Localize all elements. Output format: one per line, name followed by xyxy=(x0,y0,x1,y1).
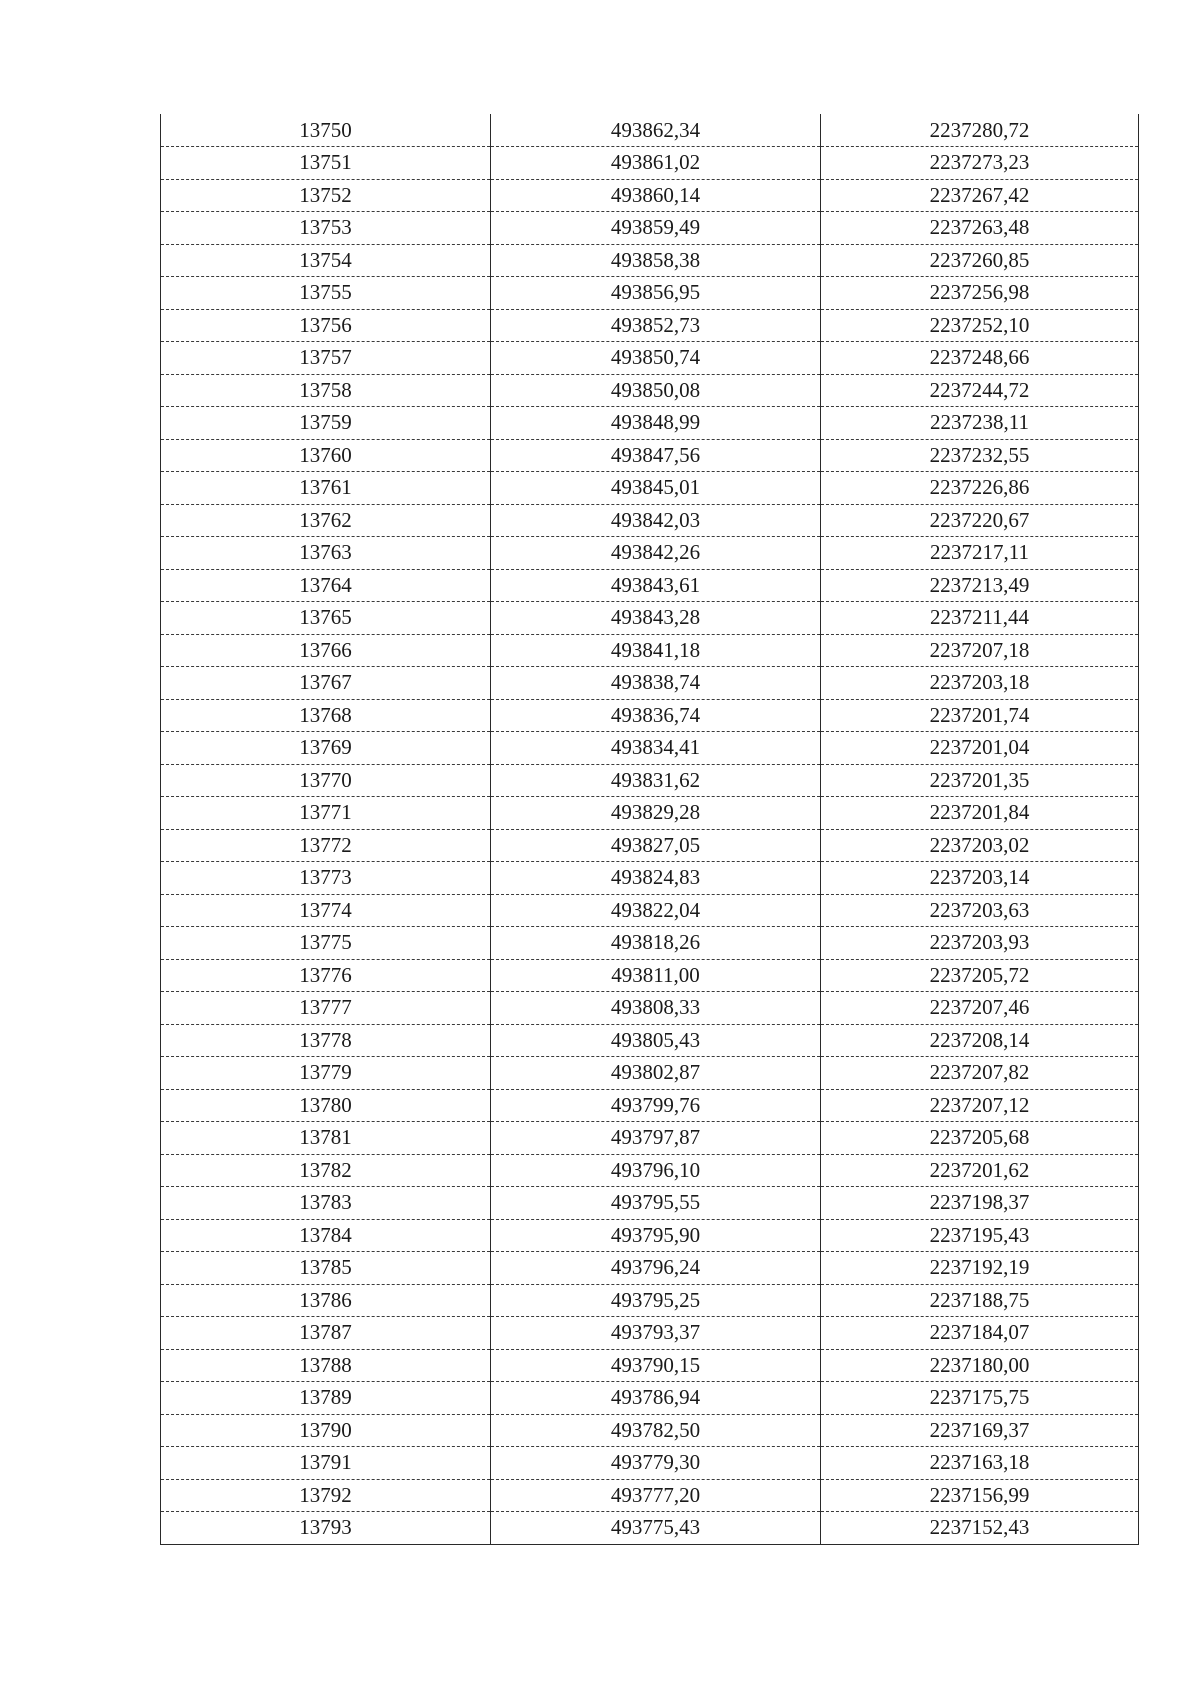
x-coordinate-cell: 493805,43 xyxy=(491,1024,821,1057)
point-number-cell: 13759 xyxy=(161,407,491,440)
table-row xyxy=(161,1447,1139,1480)
y-coordinate-cell: 2237152,43 xyxy=(821,1512,1139,1545)
point-number-cell: 13780 xyxy=(161,1089,491,1122)
x-coordinate-cell: 493827,05 xyxy=(491,829,821,862)
table-row xyxy=(161,927,1139,960)
y-coordinate-cell: 2237273,23 xyxy=(821,147,1139,180)
x-coordinate-cell: 493793,37 xyxy=(491,1317,821,1350)
x-coordinate-cell: 493797,87 xyxy=(491,1122,821,1155)
table-row xyxy=(161,374,1139,407)
x-coordinate-cell: 493795,25 xyxy=(491,1284,821,1317)
x-coordinate-cell: 493795,90 xyxy=(491,1219,821,1252)
y-coordinate-cell: 2237201,35 xyxy=(821,764,1139,797)
x-coordinate-cell: 493831,62 xyxy=(491,764,821,797)
y-coordinate-cell: 2237203,02 xyxy=(821,829,1139,862)
point-number-cell: 13758 xyxy=(161,374,491,407)
point-number-cell: 13788 xyxy=(161,1349,491,1382)
table-row xyxy=(161,1219,1139,1252)
table-row xyxy=(161,1317,1139,1350)
x-coordinate-cell: 493861,02 xyxy=(491,147,821,180)
point-number-cell: 13783 xyxy=(161,1187,491,1220)
point-number-cell: 13790 xyxy=(161,1414,491,1447)
y-coordinate-cell: 2237203,63 xyxy=(821,894,1139,927)
x-coordinate-cell: 493811,00 xyxy=(491,959,821,992)
x-coordinate-cell: 493796,10 xyxy=(491,1154,821,1187)
x-coordinate-cell: 493795,55 xyxy=(491,1187,821,1220)
x-coordinate-cell: 493852,73 xyxy=(491,309,821,342)
table-row xyxy=(161,797,1139,830)
point-number-cell: 13781 xyxy=(161,1122,491,1155)
y-coordinate-cell: 2237201,62 xyxy=(821,1154,1139,1187)
x-coordinate-cell: 493842,26 xyxy=(491,537,821,570)
table-row xyxy=(161,959,1139,992)
y-coordinate-cell: 2237213,49 xyxy=(821,569,1139,602)
table-row xyxy=(161,862,1139,895)
y-coordinate-cell: 2237188,75 xyxy=(821,1284,1139,1317)
x-coordinate-cell: 493848,99 xyxy=(491,407,821,440)
point-number-cell: 13771 xyxy=(161,797,491,830)
x-coordinate-cell: 493822,04 xyxy=(491,894,821,927)
point-number-cell: 13777 xyxy=(161,992,491,1025)
point-number-cell: 13769 xyxy=(161,732,491,765)
x-coordinate-cell: 493850,08 xyxy=(491,374,821,407)
point-number-cell: 13753 xyxy=(161,212,491,245)
y-coordinate-cell: 2237180,00 xyxy=(821,1349,1139,1382)
x-coordinate-cell: 493829,28 xyxy=(491,797,821,830)
point-number-cell: 13752 xyxy=(161,179,491,212)
table-row xyxy=(161,829,1139,862)
x-coordinate-cell: 493862,34 xyxy=(491,114,821,147)
x-coordinate-cell: 493782,50 xyxy=(491,1414,821,1447)
point-number-cell: 13751 xyxy=(161,147,491,180)
x-coordinate-cell: 493790,15 xyxy=(491,1349,821,1382)
point-number-cell: 13757 xyxy=(161,342,491,375)
x-coordinate-cell: 493842,03 xyxy=(491,504,821,537)
x-coordinate-cell: 493834,41 xyxy=(491,732,821,765)
point-number-cell: 13762 xyxy=(161,504,491,537)
table-row xyxy=(161,407,1139,440)
table-row xyxy=(161,1122,1139,1155)
table-row xyxy=(161,569,1139,602)
y-coordinate-cell: 2237169,37 xyxy=(821,1414,1139,1447)
point-number-cell: 13770 xyxy=(161,764,491,797)
y-coordinate-cell: 2237198,37 xyxy=(821,1187,1139,1220)
point-number-cell: 13782 xyxy=(161,1154,491,1187)
point-number-cell: 13776 xyxy=(161,959,491,992)
y-coordinate-cell: 2237203,18 xyxy=(821,667,1139,700)
y-coordinate-cell: 2237232,55 xyxy=(821,439,1139,472)
x-coordinate-cell: 493824,83 xyxy=(491,862,821,895)
table-row xyxy=(161,1512,1139,1545)
table-row xyxy=(161,147,1139,180)
x-coordinate-cell: 493856,95 xyxy=(491,277,821,310)
table-row xyxy=(161,277,1139,310)
y-coordinate-cell: 2237207,82 xyxy=(821,1057,1139,1090)
point-number-cell: 13755 xyxy=(161,277,491,310)
y-coordinate-cell: 2237192,19 xyxy=(821,1252,1139,1285)
table-row xyxy=(161,1284,1139,1317)
table-row xyxy=(161,1024,1139,1057)
y-coordinate-cell: 2237203,14 xyxy=(821,862,1139,895)
x-coordinate-cell: 493847,56 xyxy=(491,439,821,472)
table-row xyxy=(161,179,1139,212)
table-row xyxy=(161,1479,1139,1512)
coordinates-table xyxy=(160,114,1139,1545)
point-number-cell: 13756 xyxy=(161,309,491,342)
point-number-cell: 13785 xyxy=(161,1252,491,1285)
x-coordinate-cell: 493843,28 xyxy=(491,602,821,635)
table-row xyxy=(161,1187,1139,1220)
table-row xyxy=(161,1382,1139,1415)
point-number-cell: 13786 xyxy=(161,1284,491,1317)
x-coordinate-cell: 493786,94 xyxy=(491,1382,821,1415)
x-coordinate-cell: 493860,14 xyxy=(491,179,821,212)
table-row xyxy=(161,667,1139,700)
x-coordinate-cell: 493838,74 xyxy=(491,667,821,700)
y-coordinate-cell: 2237207,12 xyxy=(821,1089,1139,1122)
y-coordinate-cell: 2237238,11 xyxy=(821,407,1139,440)
x-coordinate-cell: 493775,43 xyxy=(491,1512,821,1545)
table-row xyxy=(161,732,1139,765)
x-coordinate-cell: 493779,30 xyxy=(491,1447,821,1480)
point-number-cell: 13766 xyxy=(161,634,491,667)
y-coordinate-cell: 2237205,68 xyxy=(821,1122,1139,1155)
point-number-cell: 13775 xyxy=(161,927,491,960)
table-row xyxy=(161,634,1139,667)
table-row xyxy=(161,1252,1139,1285)
point-number-cell: 13793 xyxy=(161,1512,491,1545)
table-row xyxy=(161,244,1139,277)
table-row xyxy=(161,1349,1139,1382)
y-coordinate-cell: 2237195,43 xyxy=(821,1219,1139,1252)
x-coordinate-cell: 493845,01 xyxy=(491,472,821,505)
y-coordinate-cell: 2237156,99 xyxy=(821,1479,1139,1512)
point-number-cell: 13774 xyxy=(161,894,491,927)
table-row xyxy=(161,764,1139,797)
x-coordinate-cell: 493796,24 xyxy=(491,1252,821,1285)
point-number-cell: 13765 xyxy=(161,602,491,635)
point-number-cell: 13787 xyxy=(161,1317,491,1350)
table-row xyxy=(161,602,1139,635)
point-number-cell: 13784 xyxy=(161,1219,491,1252)
y-coordinate-cell: 2237217,11 xyxy=(821,537,1139,570)
point-number-cell: 13768 xyxy=(161,699,491,732)
table-row xyxy=(161,1154,1139,1187)
y-coordinate-cell: 2237201,84 xyxy=(821,797,1139,830)
table-row xyxy=(161,1089,1139,1122)
table-row xyxy=(161,212,1139,245)
table-row xyxy=(161,1057,1139,1090)
point-number-cell: 13754 xyxy=(161,244,491,277)
table-row xyxy=(161,342,1139,375)
point-number-cell: 13760 xyxy=(161,439,491,472)
point-number-cell: 13778 xyxy=(161,1024,491,1057)
x-coordinate-cell: 493836,74 xyxy=(491,699,821,732)
x-coordinate-cell: 493818,26 xyxy=(491,927,821,960)
x-coordinate-cell: 493777,20 xyxy=(491,1479,821,1512)
y-coordinate-cell: 2237280,72 xyxy=(821,114,1139,147)
y-coordinate-cell: 2237248,66 xyxy=(821,342,1139,375)
coordinates-table-body xyxy=(161,114,1139,1544)
point-number-cell: 13779 xyxy=(161,1057,491,1090)
point-number-cell: 13772 xyxy=(161,829,491,862)
x-coordinate-cell: 493841,18 xyxy=(491,634,821,667)
y-coordinate-cell: 2237201,74 xyxy=(821,699,1139,732)
table-row xyxy=(161,114,1139,147)
point-number-cell: 13763 xyxy=(161,537,491,570)
point-number-cell: 13791 xyxy=(161,1447,491,1480)
point-number-cell: 13764 xyxy=(161,569,491,602)
y-coordinate-cell: 2237175,75 xyxy=(821,1382,1139,1415)
x-coordinate-cell: 493802,87 xyxy=(491,1057,821,1090)
x-coordinate-cell: 493859,49 xyxy=(491,212,821,245)
x-coordinate-cell: 493850,74 xyxy=(491,342,821,375)
point-number-cell: 13750 xyxy=(161,114,491,147)
y-coordinate-cell: 2237260,85 xyxy=(821,244,1139,277)
y-coordinate-cell: 2237184,07 xyxy=(821,1317,1139,1350)
point-number-cell: 13767 xyxy=(161,667,491,700)
y-coordinate-cell: 2237207,46 xyxy=(821,992,1139,1025)
y-coordinate-cell: 2237208,14 xyxy=(821,1024,1139,1057)
table-row xyxy=(161,1414,1139,1447)
y-coordinate-cell: 2237263,48 xyxy=(821,212,1139,245)
table-row xyxy=(161,472,1139,505)
y-coordinate-cell: 2237211,44 xyxy=(821,602,1139,635)
table-row xyxy=(161,992,1139,1025)
x-coordinate-cell: 493858,38 xyxy=(491,244,821,277)
y-coordinate-cell: 2237201,04 xyxy=(821,732,1139,765)
table-row xyxy=(161,894,1139,927)
point-number-cell: 13789 xyxy=(161,1382,491,1415)
point-number-cell: 13773 xyxy=(161,862,491,895)
y-coordinate-cell: 2237220,67 xyxy=(821,504,1139,537)
y-coordinate-cell: 2237244,72 xyxy=(821,374,1139,407)
y-coordinate-cell: 2237226,86 xyxy=(821,472,1139,505)
table-row xyxy=(161,699,1139,732)
y-coordinate-cell: 2237267,42 xyxy=(821,179,1139,212)
y-coordinate-cell: 2237207,18 xyxy=(821,634,1139,667)
x-coordinate-cell: 493843,61 xyxy=(491,569,821,602)
y-coordinate-cell: 2237205,72 xyxy=(821,959,1139,992)
table-row xyxy=(161,439,1139,472)
table-row xyxy=(161,309,1139,342)
x-coordinate-cell: 493808,33 xyxy=(491,992,821,1025)
y-coordinate-cell: 2237163,18 xyxy=(821,1447,1139,1480)
y-coordinate-cell: 2237256,98 xyxy=(821,277,1139,310)
x-coordinate-cell: 493799,76 xyxy=(491,1089,821,1122)
table-row xyxy=(161,537,1139,570)
y-coordinate-cell: 2237252,10 xyxy=(821,309,1139,342)
y-coordinate-cell: 2237203,93 xyxy=(821,927,1139,960)
point-number-cell: 13761 xyxy=(161,472,491,505)
table-row xyxy=(161,504,1139,537)
point-number-cell: 13792 xyxy=(161,1479,491,1512)
